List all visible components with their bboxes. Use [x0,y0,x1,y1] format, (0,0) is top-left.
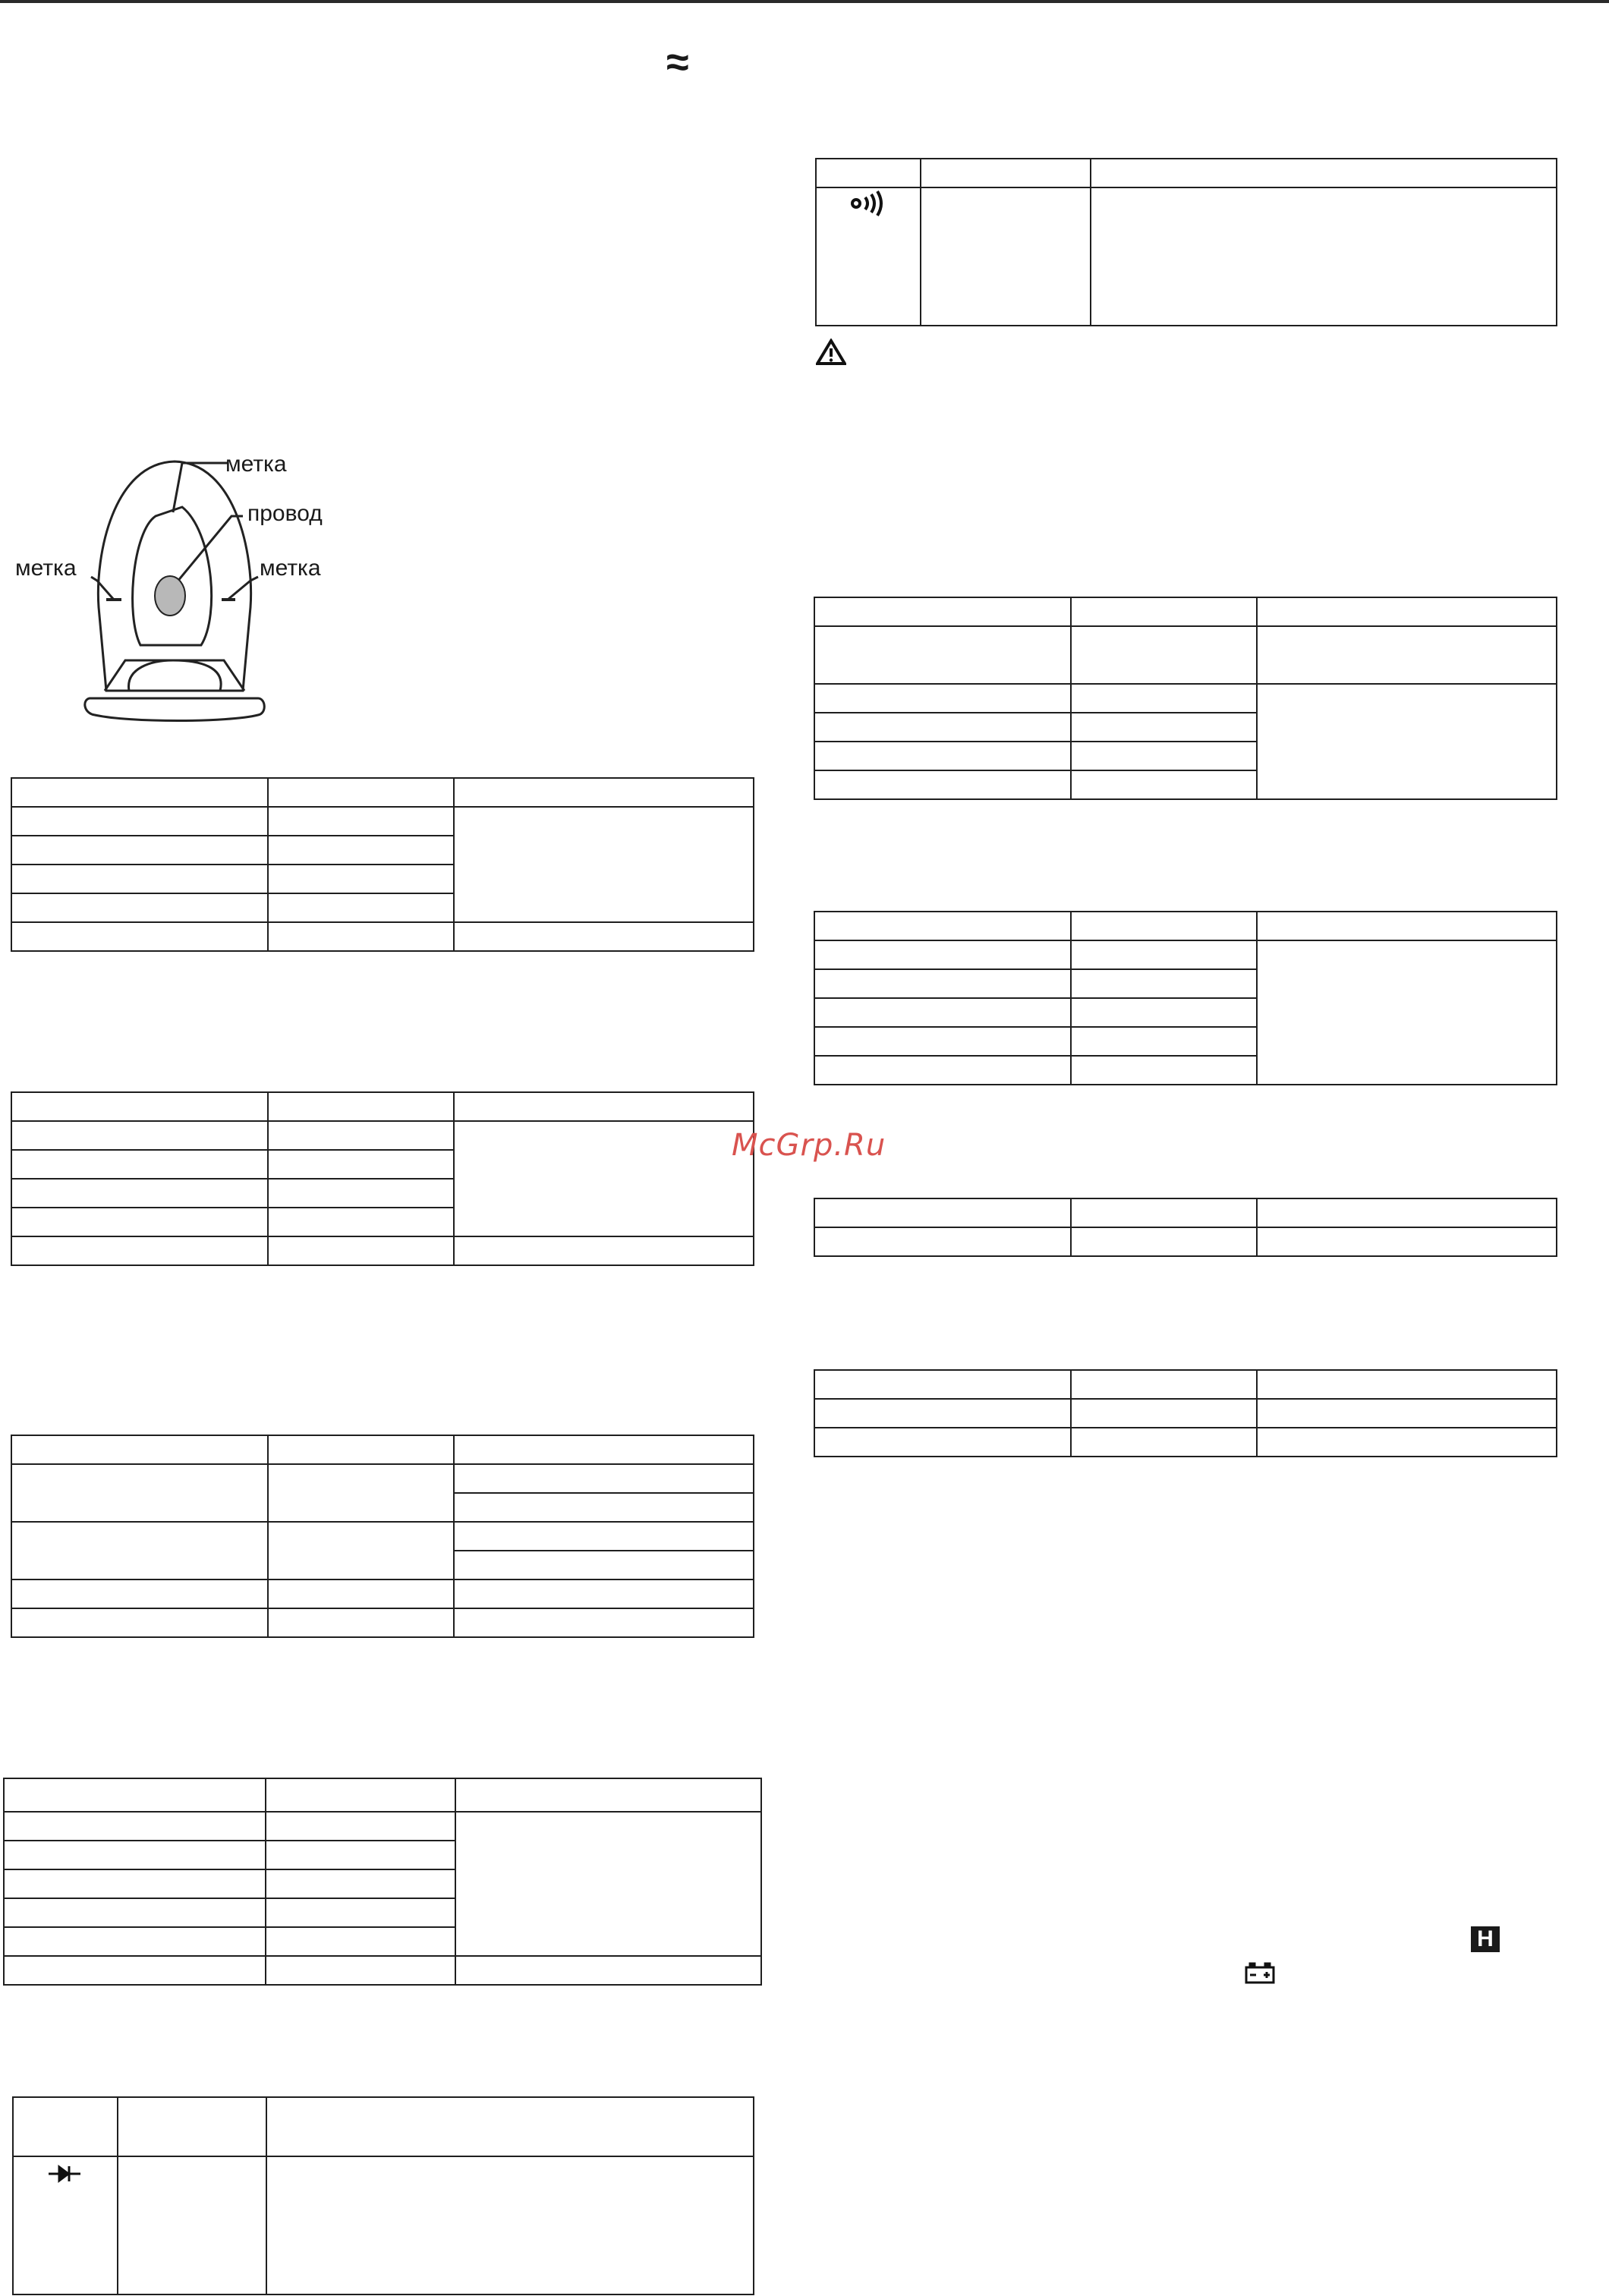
table-8 [814,1369,1557,1457]
hold-glyph: H [1477,1926,1494,1951]
diode-icon [47,2163,82,2188]
label-wire: провод [247,501,323,526]
continuity-buzzer-icon [850,190,886,221]
clamp-figure [0,440,364,744]
table-6 [814,911,1557,1085]
table-4 [3,1778,762,1986]
table-diode [12,2096,754,2295]
table-3 [11,1435,754,1638]
warning-triangle-icon [816,339,846,370]
hold-icon [1471,1926,1500,1952]
table-5 [814,597,1557,800]
top-rule [0,0,1609,3]
watermark: McGrp.Ru [732,1128,886,1163]
label-left-marker: метка [15,556,77,581]
table-1 [11,777,754,952]
table-continuity [815,158,1557,326]
clamp-jaw-drawing [0,440,364,744]
table-2 [11,1091,754,1266]
approx-symbol: ≈ [666,39,689,85]
table-7 [814,1198,1557,1257]
battery-icon [1245,1961,1275,1988]
label-right-marker: метка [260,556,321,581]
label-top-marker: метка [225,452,287,477]
